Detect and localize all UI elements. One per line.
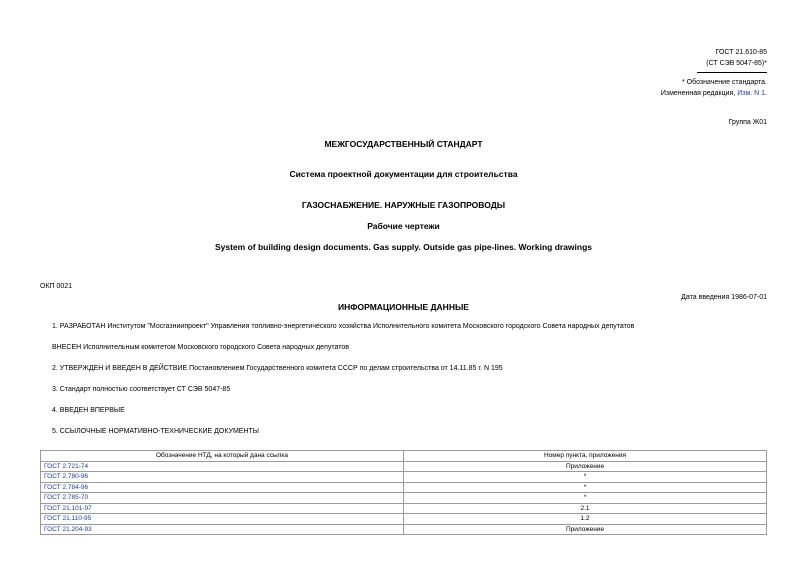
table-row <box>41 524 767 535</box>
document-link[interactable]: ГОСТ 2.721-74 <box>41 461 404 472</box>
table-row <box>41 482 767 493</box>
group-label: Группа Ж01 <box>728 119 767 126</box>
document-link[interactable]: ГОСТ 2.780-96 <box>41 472 404 483</box>
cmea-equivalent: (СТ СЭВ 5047-85)* <box>706 60 767 67</box>
designation-divider <box>697 72 767 73</box>
footnote-designation: * Обозначение стандарта. <box>682 79 767 86</box>
info-item-developed: 1. РАЗРАБОТАН Институтом "Мосгазниипроект" Управления топливно-энергетического хозяйства Исполнительного комитета Московского городского Совета народных депутатов <box>52 323 635 330</box>
document-link[interactable]: ГОСТ 21.101-97 <box>41 503 404 514</box>
point-cell: 2.1 <box>404 503 767 514</box>
document-link[interactable]: ГОСТ 21.204-93 <box>41 524 404 535</box>
info-item-approved: 2. УТВЕРЖДЕН И ВВЕДЕН В ДЕЙСТВИЕ Постановлением Государственного комитета СССР по делам строительства от 14.11.85 г. N 195 <box>52 365 503 372</box>
table-row <box>41 503 767 514</box>
english-title: System of building design documents. Gas supply. Outside gas pipe-lines. Working drawings <box>214 242 593 252</box>
info-item-compliance: 3. Стандарт полностью соответствует СТ СЭВ 5047-85 <box>52 386 231 393</box>
info-item-submitted: ВНЕСЕН Исполнительным комитетом Московского городского Совета народных депутатов <box>52 344 349 351</box>
table-row <box>41 461 767 472</box>
point-cell: Приложение <box>404 524 767 535</box>
info-item-first-introduced: 4. ВВЕДЕН ВПЕРВЫЕ <box>52 407 125 414</box>
table-row <box>41 472 767 483</box>
point-cell: * <box>404 493 767 504</box>
interstate-standard-title: МЕЖГОСУДАРСТВЕННЫЙ СТАНДАРТ <box>324 139 483 149</box>
system-title: Система проектной документации для строительства <box>289 169 518 179</box>
revised-edition-note <box>661 88 767 99</box>
revised-edition-prefix: Измененная редакция, <box>660 90 736 97</box>
point-cell: Приложение <box>404 461 767 472</box>
standard-designation <box>706 47 767 69</box>
okp-code: ОКП 0021 <box>40 283 73 290</box>
designation-notes <box>661 77 767 99</box>
column-header-point: Номер пункта, приложения <box>404 451 767 462</box>
point-cell: * <box>404 472 767 483</box>
table-row <box>41 514 767 525</box>
document-link[interactable]: ГОСТ 2.785-70 <box>41 493 404 504</box>
revision-link[interactable]: Изм. N 1 <box>737 90 766 97</box>
standard-number: ГОСТ 21.610-85 <box>715 49 767 56</box>
info-heading: ИНФОРМАЦИОННЫЕ ДАННЫЕ <box>338 302 469 312</box>
point-cell: * <box>404 482 767 493</box>
column-header-document: Обозначение НТД, на который дана ссылка <box>41 451 404 462</box>
revised-edition-suffix: . <box>765 90 767 97</box>
document-link[interactable]: ГОСТ 21.110-95 <box>41 514 404 525</box>
info-item-references: 5. ССЫЛОЧНЫЕ НОРМАТИВНО-ТЕХНИЧЕСКИЕ ДОКУМЕНТЫ <box>52 428 259 435</box>
point-cell: 1.2 <box>404 514 767 525</box>
subtitle: Рабочие чертежи <box>367 221 440 231</box>
table-row <box>41 493 767 504</box>
introduction-date: Дата введения 1986-07-01 <box>681 294 767 301</box>
table-header-row <box>41 451 767 462</box>
reference-documents-table <box>40 450 767 535</box>
main-title: ГАЗОСНАБЖЕНИЕ. НАРУЖНЫЕ ГАЗОПРОВОДЫ <box>301 200 506 210</box>
document-link[interactable]: ГОСТ 2.784-96 <box>41 482 404 493</box>
